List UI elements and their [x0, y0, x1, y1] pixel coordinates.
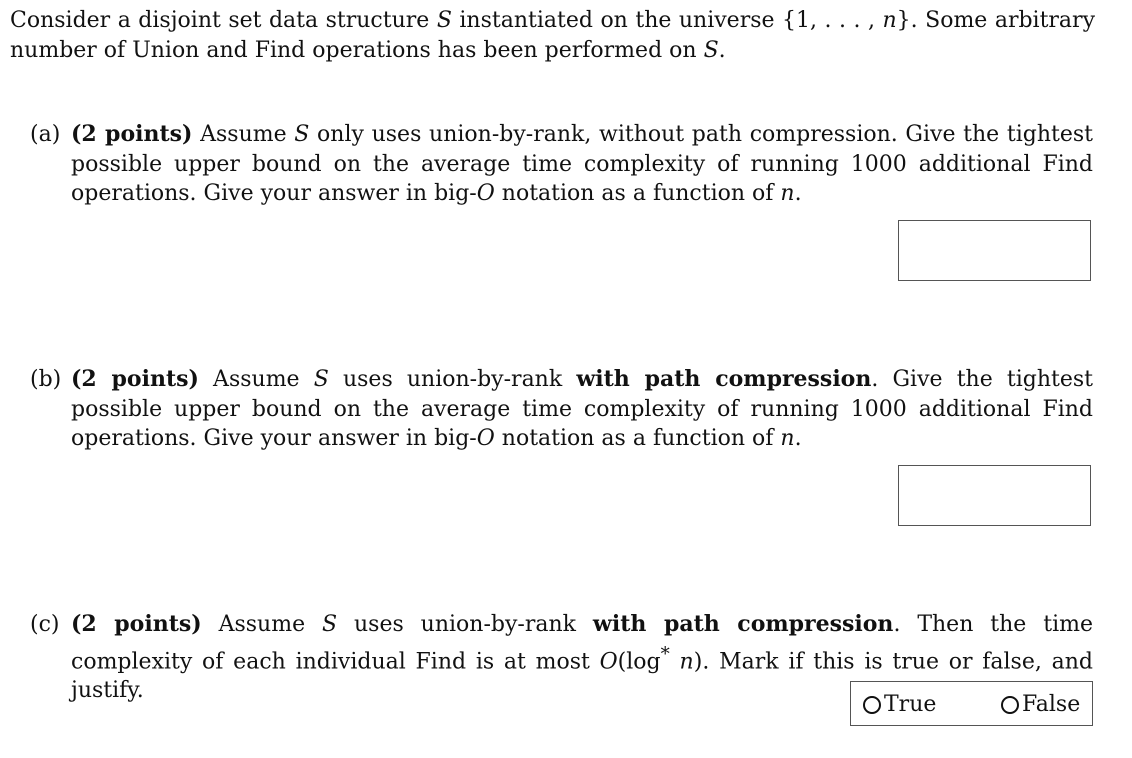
answer-box-a[interactable] — [898, 220, 1091, 281]
true-label: True — [884, 692, 937, 717]
answer-box-b[interactable] — [898, 465, 1091, 526]
question-c-text: (2 points) Assume S uses union-by-rank with path compression. Then the time complexity of each individual Find is at most O(log* n). Mark if this is true or false, and justify. — [71, 611, 1093, 704]
question-c-label: (c) — [30, 612, 60, 637]
true-false-box — [850, 681, 1093, 726]
question-a — [30, 120, 1093, 209]
true-radio-icon[interactable] — [863, 696, 881, 714]
intro-paragraph: Consider a disjoint set data structure S instantiated on the universe {1, . . . , n}. Some arbitrary number of Union and Find operations has been performed on S. — [10, 8, 1095, 63]
question-b — [30, 365, 1093, 454]
false-radio-icon[interactable] — [1001, 696, 1019, 714]
question-a-label: (a) — [30, 122, 61, 147]
true-option[interactable] — [863, 690, 936, 720]
question-a-text: (2 points) Assume S only uses union-by-rank, without path compression. Give the tightest possible upper bound on the average time complexity of running 1000 additional Find operations. Give your answer in big-O notation as a function of n. — [71, 121, 1093, 206]
false-label: False — [1022, 692, 1081, 717]
false-option[interactable] — [1001, 690, 1080, 720]
question-b-text: (2 points) Assume S uses union-by-rank with path compression. Give the tightest possible upper bound on the average time complexity of running 1000 additional Find operations. Give your answer in big-O notation as a function of n. — [71, 366, 1093, 451]
question-b-label: (b) — [30, 367, 62, 392]
